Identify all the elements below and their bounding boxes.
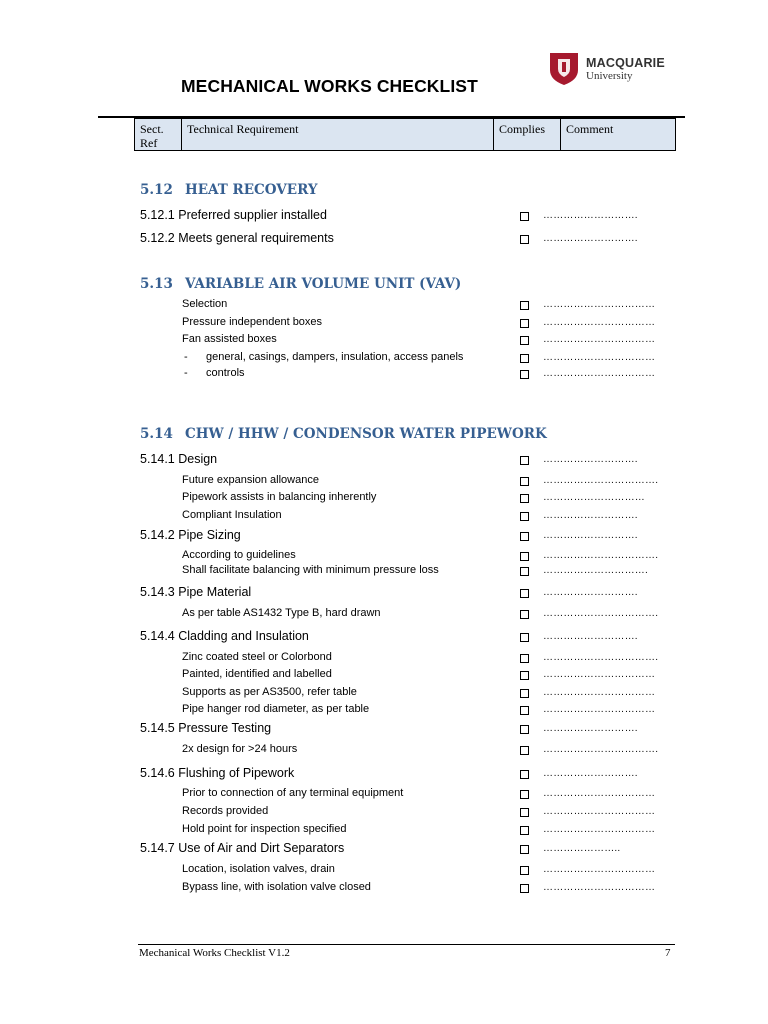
comment-field[interactable]: ………………………. (543, 768, 638, 779)
requirement-text: Future expansion allowance (182, 474, 319, 486)
complies-checkbox[interactable] (520, 567, 529, 576)
logo-subtitle: University (586, 70, 633, 82)
complies-checkbox[interactable] (520, 770, 529, 779)
comment-field[interactable]: …………………………… (543, 806, 656, 817)
requirement-text: 5.14.5 Pressure Testing (140, 721, 272, 735)
requirement-text: Zinc coated steel or Colorbond (182, 651, 332, 663)
requirement-text: Pipe hanger rod diameter, as per table (182, 703, 370, 715)
header-technical-requirement: Technical Requirement (181, 119, 493, 150)
complies-checkbox[interactable] (520, 633, 529, 642)
comment-field[interactable]: ………………………… (543, 492, 645, 503)
comment-field[interactable]: …………………………… (543, 317, 656, 328)
requirement-text: As per table AS1432 Type B, hard drawn (182, 607, 381, 619)
comment-field[interactable]: ………………………. (543, 530, 638, 541)
complies-checkbox[interactable] (520, 725, 529, 734)
section-heading: 5.14 CHW / HHW / CONDENSOR WATER PIPEWORK (140, 426, 547, 442)
requirement-text: 5.14.6 Flushing of Pipework (140, 766, 295, 780)
comment-field[interactable]: ………………………. (543, 587, 638, 598)
comment-field[interactable]: ……………………………. (543, 475, 659, 486)
complies-checkbox[interactable] (520, 494, 529, 503)
comment-field[interactable]: ………………………. (543, 210, 638, 221)
complies-checkbox[interactable] (520, 301, 529, 310)
header-complies: Complies (493, 119, 560, 150)
table-header (134, 118, 676, 151)
comment-field[interactable]: …………………………. (543, 565, 648, 576)
comment-field[interactable]: ……………………………. (543, 608, 659, 619)
complies-checkbox[interactable] (520, 610, 529, 619)
requirement-text: 5.14.3 Pipe Material (140, 585, 252, 599)
complies-checkbox[interactable] (520, 746, 529, 755)
complies-checkbox[interactable] (520, 866, 529, 875)
requirement-text: 5.14.1 Design (140, 452, 218, 466)
requirement-text: 5.12.1 Preferred supplier installed (140, 208, 327, 222)
requirement-text: - controls (184, 367, 245, 379)
header-comment: Comment (560, 119, 677, 150)
comment-field[interactable]: ……………………………. (543, 652, 659, 663)
complies-checkbox[interactable] (520, 845, 529, 854)
shield-icon (549, 52, 579, 86)
complies-checkbox[interactable] (520, 354, 529, 363)
requirement-text: Bypass line, with isolation valve closed (182, 881, 371, 893)
complies-checkbox[interactable] (520, 589, 529, 598)
comment-field[interactable]: ………………………. (543, 454, 638, 465)
complies-checkbox[interactable] (520, 477, 529, 486)
comment-field[interactable]: …………………………… (543, 299, 656, 310)
complies-checkbox[interactable] (520, 706, 529, 715)
comment-field[interactable]: ………………………. (543, 723, 638, 734)
logo-name: MACQUARIE (586, 56, 665, 70)
comment-field[interactable]: …………………………… (543, 669, 656, 680)
requirement-text: According to guidelines (182, 549, 296, 561)
bullet-dash: - (184, 351, 188, 363)
footer-document-version: Mechanical Works Checklist V1.2 (139, 947, 290, 959)
requirement-text: Pressure independent boxes (182, 316, 323, 328)
requirement-text: Prior to connection of any terminal equipment (182, 787, 404, 799)
complies-checkbox[interactable] (520, 689, 529, 698)
complies-checkbox[interactable] (520, 654, 529, 663)
requirement-text: 5.14.4 Cladding and Insulation (140, 629, 309, 643)
comment-field[interactable]: ……………………………. (543, 550, 659, 561)
requirement-text: - general, casings, dampers, insulation, access panels (184, 351, 464, 363)
complies-checkbox[interactable] (520, 370, 529, 379)
requirement-text: 5.14.7 Use of Air and Dirt Separators (140, 841, 345, 855)
complies-checkbox[interactable] (520, 212, 529, 221)
complies-checkbox[interactable] (520, 790, 529, 799)
requirement-text: Records provided (182, 805, 269, 817)
comment-field[interactable]: …………………………… (543, 687, 656, 698)
comment-field[interactable]: ………………………. (543, 631, 638, 642)
section-heading: 5.12 HEAT RECOVERY (140, 182, 318, 198)
requirement-text: Supports as per AS3500, refer table (182, 686, 357, 698)
comment-field[interactable]: …………………………… (543, 352, 656, 363)
comment-field[interactable]: …………………………… (543, 704, 656, 715)
requirement-text: Fan assisted boxes (182, 333, 277, 345)
page-number: 7 (665, 947, 671, 959)
complies-checkbox[interactable] (520, 826, 529, 835)
requirement-text: Hold point for inspection specified (182, 823, 347, 835)
footer-rule (138, 944, 675, 945)
complies-checkbox[interactable] (520, 532, 529, 541)
complies-checkbox[interactable] (520, 319, 529, 328)
complies-checkbox[interactable] (520, 671, 529, 680)
requirement-text: Pipework assists in balancing inherently (182, 491, 377, 503)
complies-checkbox[interactable] (520, 512, 529, 521)
comment-field[interactable]: …………………………… (543, 864, 656, 875)
comment-field[interactable]: …………………………… (543, 882, 656, 893)
comment-field[interactable]: ………………………. (543, 233, 638, 244)
requirement-text: 5.14.2 Pipe Sizing (140, 528, 241, 542)
comment-field[interactable]: ………………………. (543, 510, 638, 521)
comment-field[interactable]: ……………………………. (543, 744, 659, 755)
comment-field[interactable]: …………………………… (543, 368, 656, 379)
page-title: MECHANICAL WORKS CHECKLIST (181, 76, 478, 96)
complies-checkbox[interactable] (520, 552, 529, 561)
requirement-text: 2x design for >24 hours (182, 743, 298, 755)
comment-field[interactable]: ………………….. (543, 843, 621, 854)
complies-checkbox[interactable] (520, 235, 529, 244)
macquarie-logo (549, 52, 665, 88)
section-heading: 5.13 VARIABLE AIR VOLUME UNIT (VAV) (140, 276, 462, 292)
complies-checkbox[interactable] (520, 808, 529, 817)
complies-checkbox[interactable] (520, 336, 529, 345)
requirement-text: Painted, identified and labelled (182, 668, 332, 680)
header-sect-ref: Sect. Ref (140, 122, 164, 150)
complies-checkbox[interactable] (520, 884, 529, 893)
requirement-text: Location, isolation valves, drain (182, 863, 335, 875)
requirement-text: Shall facilitate balancing with minimum pressure loss (182, 564, 439, 576)
complies-checkbox[interactable] (520, 456, 529, 465)
comment-field[interactable]: …………………………… (543, 824, 656, 835)
requirement-text: 5.12.2 Meets general requirements (140, 231, 334, 245)
bullet-dash: - (184, 367, 188, 379)
comment-field[interactable]: …………………………… (543, 334, 656, 345)
requirement-text: Compliant Insulation (182, 509, 282, 521)
requirement-text: Selection (182, 298, 228, 310)
comment-field[interactable]: …………………………… (543, 788, 656, 799)
